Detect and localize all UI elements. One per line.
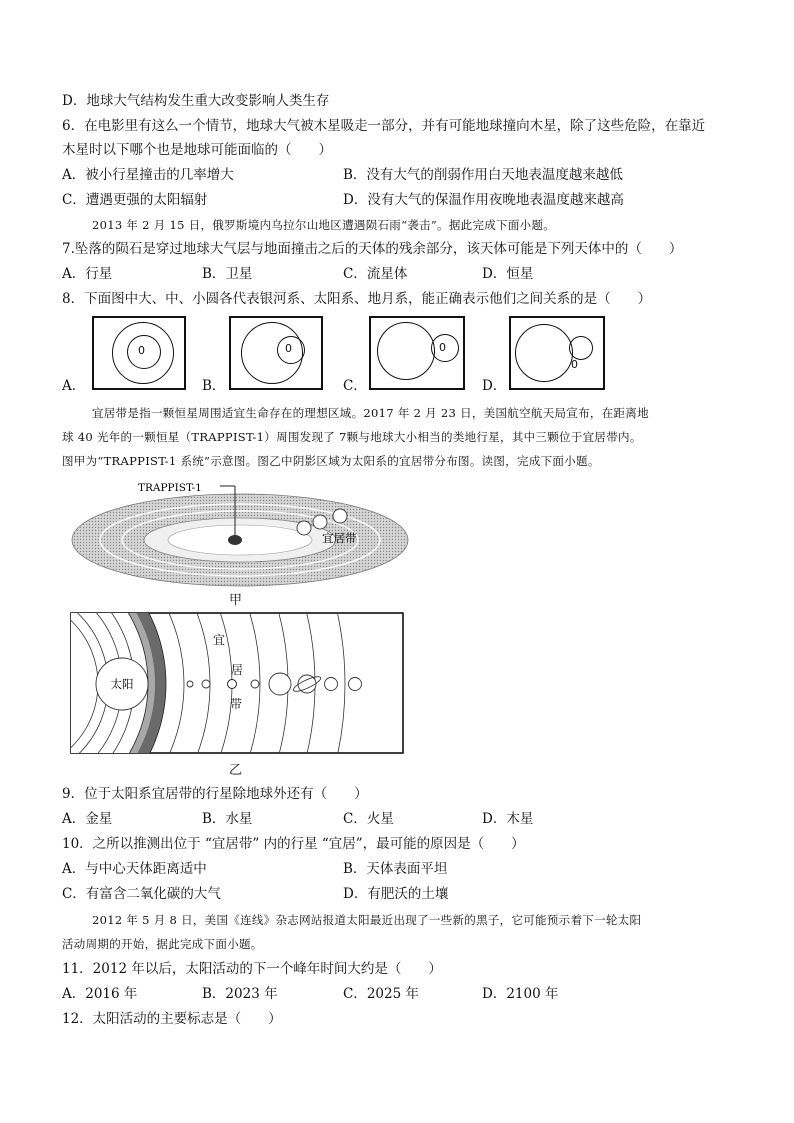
q9-intro-line2: 球 40 光年的一颗恒星（TRAPPIST-1）周围发现了 7颗与地球大小相当的类地行星，其中三颗位于宜居带内。 xyxy=(62,430,642,444)
q7-stem: 7.坠落的陨石是穿过地球大气层与地面撞击之后的天体的残余部分，该天体可能是下列天体中的（ ） xyxy=(62,241,683,257)
q9-intro-line3: 图甲为“TRAPPIST-1 系统”示意图。图乙中阴影区域为太阳系的宜居带分布图。读图，完成下面小题。 xyxy=(62,454,600,468)
planet-mars xyxy=(251,680,259,688)
solar-system-habitable-zone-diagram xyxy=(70,612,404,754)
planet-venus xyxy=(202,680,210,688)
sun-label: 太阳 xyxy=(110,677,134,691)
habitable-zone-char-2: 居 xyxy=(231,663,244,677)
q8-diagram-d xyxy=(509,316,605,390)
planet xyxy=(313,515,327,529)
q8-option-b: B． xyxy=(202,378,226,394)
q11-option-d: D．2100 年 xyxy=(482,986,559,1002)
q11-option-b: B．2023 年 xyxy=(202,986,278,1002)
q9-intro-line1: 宜居带是指一颗恒星周围适宜生命存在的理想区域。2017 年 2 月 23 日，美国航空航天局宣布，在距离地 xyxy=(92,406,649,420)
q10-option-a: A．与中心天体距离适中 xyxy=(62,861,207,877)
habitable-zone-char-3: 带 xyxy=(230,697,243,711)
small-circle: 0 xyxy=(439,341,446,354)
small-circle: 0 xyxy=(285,342,292,355)
large-circle xyxy=(377,322,435,380)
q5-option-d: D．地球大气结构发生重大改变影响人类生存 xyxy=(62,93,330,109)
q12-stem: 12．太阳活动的主要标志是（ ） xyxy=(62,1011,282,1027)
planet xyxy=(297,521,311,535)
planet xyxy=(333,509,347,523)
q10-option-b: B．天体表面平坦 xyxy=(343,861,448,877)
q11-intro-line2: 活动周期的开始，据此完成下面小题。 xyxy=(62,937,263,951)
q9-option-c: C．火星 xyxy=(343,811,394,827)
q8-diagram-b xyxy=(229,316,323,390)
q10-option-c: C．有富含二氧化碳的大气 xyxy=(62,886,221,902)
q11-stem: 11．2012 年以后，太阳活动的下一个峰年时间大约是（ ） xyxy=(62,961,442,977)
q6-stem-line2: 木星时以下哪个也是地球可能面临的（ ） xyxy=(62,142,332,158)
q9-option-d: D．木星 xyxy=(482,811,534,827)
q8-option-c: C． xyxy=(343,378,367,394)
figure-yi-caption: 乙 xyxy=(229,763,243,778)
q9-option-b: B．水星 xyxy=(202,811,253,827)
q8-option-d: D． xyxy=(482,378,507,394)
q8-diagram-c xyxy=(369,316,465,390)
q10-option-d: D．有肥沃的土壤 xyxy=(343,886,449,902)
q6-option-b: B．没有大气的削弱作用白天地表温度越来越低 xyxy=(343,167,623,183)
q7-option-a: A．行星 xyxy=(62,266,113,282)
q6-option-d: D．没有大气的保温作用夜晚地表温度越来越高 xyxy=(343,192,624,208)
q6-stem-line1: 6．在电影里有这么一个情节，地球大气被木星吸走一部分，并有可能地球撞向木星，除了这些危险，在靠近 xyxy=(62,118,706,134)
q6-option-c: C．遭遇更强的太阳辐射 xyxy=(62,192,208,208)
habitable-zone-char-1: 宜 xyxy=(213,633,226,647)
planet-uranus xyxy=(325,678,338,691)
large-circle xyxy=(515,324,573,382)
medium-circle xyxy=(569,336,593,360)
q11-intro-line1: 2012 年 5 月 8 日，美国《连线》杂志网站报道太阳最近出现了一些新的黑子，它可能预示着下一轮太阳 xyxy=(92,913,642,927)
q11-option-a: A．2016 年 xyxy=(62,986,138,1002)
planet-earth xyxy=(228,680,237,689)
q10-stem: 10．之所以推测出位于 “宜居带” 内的行星 “宜居”，最可能的原因是（ ） xyxy=(62,836,525,852)
q8-option-a: A． xyxy=(62,378,86,394)
habitable-zone-label: 宜居带 xyxy=(322,531,357,545)
q11-option-c: C．2025 年 xyxy=(343,986,419,1002)
q8-diagram-a xyxy=(92,316,186,390)
trappist-star xyxy=(228,535,242,545)
planet-mercury xyxy=(187,681,193,687)
q9-option-a: A．金星 xyxy=(62,811,113,827)
small-circle: 0 xyxy=(571,358,578,371)
trappist-label: TRAPPIST-1 xyxy=(138,482,202,494)
planet-neptune xyxy=(349,678,362,691)
q6-option-a: A．被小行星撞击的几率增大 xyxy=(62,167,234,183)
q7-option-c: C．流星体 xyxy=(343,266,408,282)
q9-stem: 9．位于太阳系宜居带的行星除地球外还有（ ） xyxy=(62,786,368,802)
figure-jia-caption: 甲 xyxy=(229,593,243,608)
small-circle: 0 xyxy=(138,344,145,357)
q8-stem: 8．下面图中大、中、小圆各代表银河系、太阳系、地月系，能正确表示他们之间关系的是（ ） xyxy=(62,291,652,307)
q7-option-d: D．恒星 xyxy=(482,266,534,282)
q7-option-b: B．卫星 xyxy=(202,266,253,282)
q7-intro: 2013 年 2 月 15 日，俄罗斯境内乌拉尔山地区遭遇陨石雨“袭击”。据此完成下面小题。 xyxy=(92,218,556,232)
planet-jupiter xyxy=(269,673,291,695)
